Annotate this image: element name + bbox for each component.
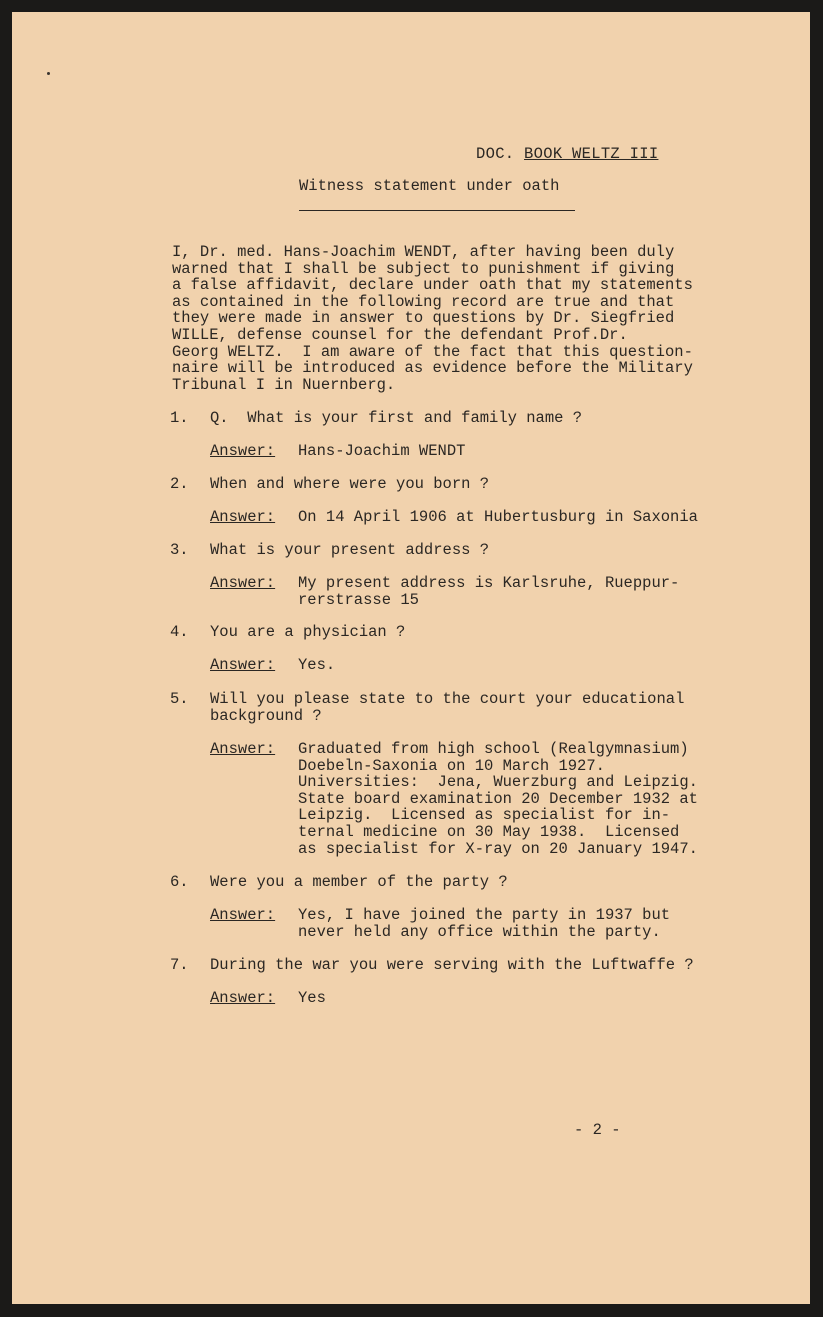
doc-ref-book: BOOK WELTZ III <box>524 145 659 163</box>
answer-label: Answer: <box>210 574 276 592</box>
answer-label: Answer: <box>210 656 276 674</box>
document-page <box>12 12 810 1304</box>
question-number: 2. <box>170 475 189 493</box>
answer-text: On 14 April 1906 at Hubertusburg in Saxonia <box>298 508 698 526</box>
answer-text: Yes, I have joined the party in 1937 but never held any office within the party. <box>298 906 671 941</box>
question-text: You are a physician ? <box>210 623 406 641</box>
document-reference <box>476 146 658 163</box>
question-number: 1. <box>170 409 189 427</box>
doc-ref-prefix: DOC. <box>476 145 525 163</box>
answer-label: Answer: <box>210 989 276 1007</box>
answer-text: Yes <box>298 989 326 1007</box>
statement-title: Witness statement under oath <box>299 177 560 195</box>
question-number: 3. <box>170 541 189 559</box>
question-number: 7. <box>170 956 189 974</box>
answer-label: Answer: <box>210 508 276 526</box>
question-text: What is your present address ? <box>210 541 490 559</box>
question-text: Were you a member of the party ? <box>210 873 508 891</box>
answer-text: Graduated from high school (Realgymnasium) Doebeln-Saxonia on 10 March 1927. Universities: Jena, Wuerzburg and Leipzig. State board examination 20 December 1932 at Leipzig. Licensed as specialist for in- ternal medicine on 30 May 1938. Licensed as specialist for X-ray on 20 January 1947. <box>298 740 698 858</box>
page-number: - 2 - <box>574 1121 621 1139</box>
answer-label: Answer: <box>210 442 276 460</box>
answer-label: Answer: <box>210 906 276 924</box>
question-text: Q. What is your first and family name ? <box>210 409 583 427</box>
question-number: 5. <box>170 690 189 708</box>
answer-text: Yes. <box>298 656 336 674</box>
question-text: Will you please state to the court your educational background ? <box>210 690 685 725</box>
answer-label: Answer: <box>210 740 276 758</box>
question-number: 4. <box>170 623 189 641</box>
title-underline-rule <box>299 210 575 211</box>
ink-speck <box>47 72 50 75</box>
question-text: When and where were you born ? <box>210 475 490 493</box>
answer-text: Hans-Joachim WENDT <box>298 442 466 460</box>
question-number: 6. <box>170 873 189 891</box>
question-text: During the war you were serving with the Luftwaffe ? <box>210 956 694 974</box>
intro-paragraph: I, Dr. med. Hans-Joachim WENDT, after having been duly warned that I shall be subject to punishment if giving a false affidavit, declare under oath that my statements as contained in the following record are true and that they were made in answer to questions by Dr. Siegfried WILLE, defense counsel for the defendant Prof.Dr. Georg WELTZ. I am aware of the fact that this question- naire will be introduced as evidence before the Military Tribunal I in Nuernberg. <box>172 243 693 394</box>
answer-text: My present address is Karlsruhe, Rueppur- rerstrasse 15 <box>298 574 680 609</box>
